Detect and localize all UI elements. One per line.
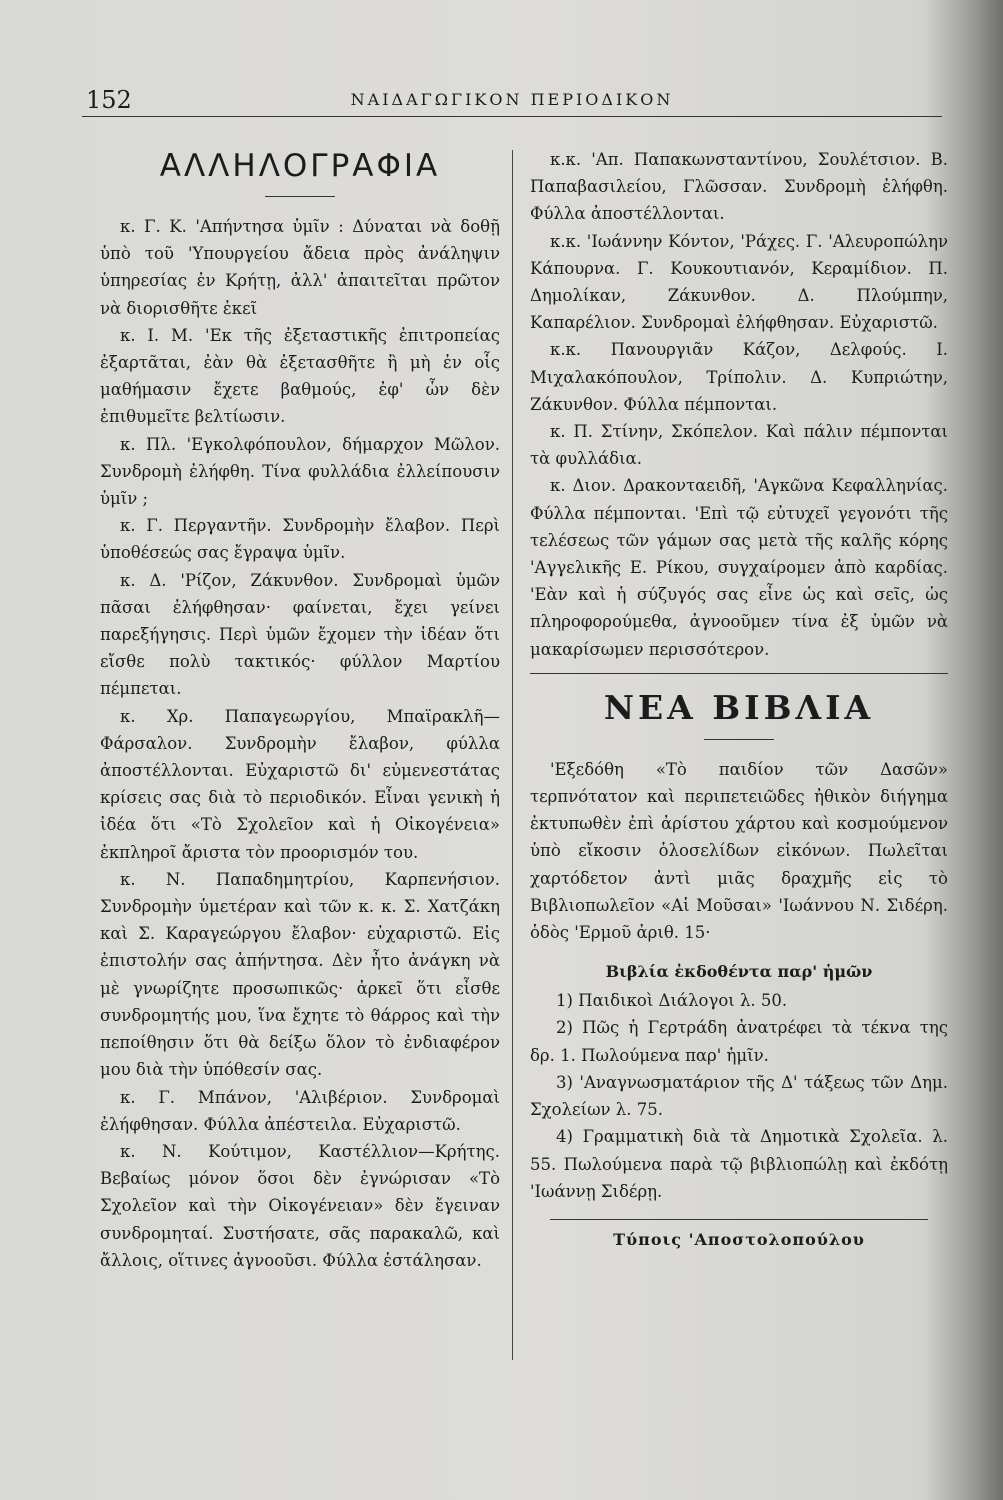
new-books-title: ΝΕΑ ΒΙΒΛΙΑ bbox=[603, 687, 875, 727]
correspondence-entry: κ. Πλ. 'Εγκολφόπουλον, δήμαρχον Μῶλον. Συνδρομὴ ἐλήφθη. Τίνα φυλλάδια ἐλλείπουσιν ὑμῖν ; bbox=[100, 434, 500, 509]
correspondence-entry: κ.κ. 'Ιωάννην Κόντον, 'Ράχες. Γ. 'Αλευροπώλην Κάπουρνα. Γ. Κουκουτιανόν, Κεραμίδιον. Π. Δημολίκαν, Ζάκυνθον. Δ. Πλούμπην, Καπαρέλιον. Συνδρομαὶ ἐλήφθησαν. Εὐχαριστῶ. bbox=[530, 231, 948, 333]
correspondence-entry: κ.κ. 'Απ. Παπακωνσταντίνου, Σουλέτσιον. Β. Παπαβασιλείου, Γλῶσσαν. Συνδρομὴ ἐλήφθη. Φύλλα ἀποστέλλονται. bbox=[530, 150, 948, 224]
correspondence-entry: κ. Χρ. Παπαγεωργίου, Μπαϊρακλῆ—Φάρσαλον. Συνδρομὴν ἔλαβον, φύλλα ἀποστέλλονται. Εὐχαριστῶ δι' εὐμενεστάτας κρίσεις σας διὰ τὸ περιοδικόν. Εἶναι γενικὴ ἡ ἰδέα ὅτι «Τὸ Σχολεῖον καὶ ἡ Οἰκογένεια» ἐκπληροῖ ἄριστα τὸν προορισμόν του. bbox=[100, 706, 500, 862]
book-item: 2) Πῶς ἡ Γερτράδη ἀνατρέφει τὰ τέκνα της δρ. 1. Πωλούμενα παρ' ἡμῖν. bbox=[530, 1018, 948, 1065]
book-item: 4) Γραμματικὴ διὰ τὰ Δημοτικὰ Σχολεῖα. λ. 55. Πωλούμενα παρὰ τῷ βιβλιοπώλῃ καὶ ἐκδότῃ 'Ιωάννῃ Σιδέρῃ. bbox=[530, 1127, 948, 1201]
right-column bbox=[530, 146, 948, 1249]
correspondence-entry: κ. Γ. Κ. 'Απήντησα ὑμῖν : Δύναται νὰ δοθῇ ὑπὸ τοῦ 'Υπουργείου ἄδεια πρὸς ἀνάληψιν ὑπηρεσίας ἐν Κρήτῃ, ἀλλ' ἀπαιτεῖται πρῶτον νὰ διορισθῆτε ἐκεῖ bbox=[100, 217, 500, 318]
correspondence-entry: κ. Π. Στίνην, Σκόπελον. Καὶ πάλιν πέμπονται τὰ φυλλάδια. bbox=[530, 422, 948, 469]
correspondence-entry: κ. Γ. Περγαντῆν. Συνδρομὴν ἔλαβον. Περὶ ὑποθέσεώς σας ἔγραψα ὑμῖν. bbox=[100, 516, 500, 563]
book-item: 3) 'Αναγνωσματάριον τῆς Δ' τάξεως τῶν Δημ. Σχολείων λ. 75. bbox=[530, 1072, 948, 1120]
correspondence-entry: κ. Δ. 'Ρίζον, Ζάκυνθον. Συνδρομαὶ ὑμῶν πᾶσαι ἐλήφθησαν· φαίνεται, ἔχει γείνει παρεξήγησις. Περὶ ὑμῶν ἔχομεν τὴν ἰδέαν ὅτι εἴσθε πολὺ τακτικός· φύλλον Μαρτίου πέμπεται. bbox=[100, 570, 500, 699]
new-books-announcement: 'Εξεδόθη «Τὸ παιδίον τῶν Δασῶν» τερπνότατον καὶ περιπετειῶδες ἠθικὸν διήγημα ἐκτυπωθὲν ἐπὶ ἀρίστου χάρτου καὶ κοσμούμενον ὑπὸ εἴκοσιν ὁλοσελίδων εἰκόνων. Πωλεῖται χαρτόδετον ἀντὶ μιᾶς δραχμῆς εἰς τὸ Βιβλιοπωλεῖον «Αἱ Μοῦσαι» 'Ιωάννου Ν. Σιδέρη. ὁδὸς 'Ερμοῦ ἀριθ. 15· bbox=[530, 759, 948, 943]
page-header bbox=[82, 84, 942, 117]
book-item: 1) Παιδικοὶ Διάλογοι λ. 50. bbox=[556, 991, 788, 1011]
running-title: ΝΑΙΔΑΓΩΓΙΚΟΝ ΠΕΡΙΟΔΙΚΟΝ bbox=[350, 90, 674, 109]
left-column bbox=[100, 148, 500, 1274]
printer-rule bbox=[550, 1219, 928, 1220]
page-number: 152 bbox=[86, 86, 132, 114]
title-rule bbox=[704, 739, 774, 740]
correspondence-entry: κ.κ. Πανουργιᾶν Κάζον, Δελφούς. Ι. Μιχαλακόπουλον, Τρίπολιν. Δ. Κυπριώτην, Ζάκυνθον. Φύλλα πέμπονται. bbox=[530, 340, 948, 414]
correspondence-entry: κ. Γ. Μπάνον, 'Αλιβέριον. Συνδρομαὶ ἐλήφθησαν. Φύλλα ἀπέστειλα. Εὐχαριστῶ. bbox=[100, 1087, 500, 1134]
correspondence-entry: κ. Ν. Κούτιμον, Καστέλλιον—Κρήτης. Βεβαίως μόνον ὅσοι δὲν ἐγνώρισαν «Τὸ Σχολεῖον καὶ τὴν Οἰκογένειαν» δὲν ἔγειναν συνδρομηταί. Συστήσατε, σᾶς παρακαλῶ, καὶ ἄλλοις, οἵτινες ἀγνοοῦσι. Φύλλα ἐστάλησαν. bbox=[100, 1141, 500, 1270]
correspondence-entry: κ. Ν. Παπαδημητρίου, Καρπενήσιον. Συνδρομὴν ὑμετέραν καὶ τῶν κ. κ. Σ. Χατζάκη καὶ Σ. Καραγεώργου ἔλαβον· εὐχαριστῶ. Εἰς ἐπιστολήν σας ἀπήντησα. Δὲν ἦτο ἀνάγκη νὰ μὲ γνωρίζητε προσωπικῶς· ἀρκεῖ ὅτι εἶσθε συνδρομητής μου, ἵνα ἔχητε τὸ θάρρος καὶ τὴν πεποίθησιν ὅτι θὰ δείξω ὅλον τὸ ἐνδιαφέρον μου διὰ τὴν ὑπόθεσίν σας. bbox=[100, 869, 500, 1080]
column-divider bbox=[512, 150, 513, 1360]
correspondence-entry: κ. Διον. Δρακονταειδῆ, 'Αγκῶνα Κεφαλληνίας. Φύλλα πέμπονται. 'Επὶ τῷ εὐτυχεῖ γεγονότι τῆς τελέσεως τῶν γάμων σας μετὰ τῆς καλῆς κόρης 'Αγγελικῆς Ε. Ρίκου, συγχαίρομεν ἀπὸ καρδίας. 'Εὰν καὶ ἡ σύζυγός σας εἶνε ὡς καὶ σεῖς, ὡς πληροφορούμεθα, ἀγνοοῦμεν τίνα ἐξ ὑμῶν νὰ μακαρίσωμεν περισσότερον. bbox=[530, 476, 948, 659]
correspondence-title: ΑΛΛΗΛΟΓΡΑΦΙΑ bbox=[159, 148, 441, 184]
correspondence-entry: κ. Ι. Μ. 'Εκ τῆς ἐξεταστικῆς ἐπιτροπείας ἐξαρτᾶται, ἐὰν θὰ ἐξετασθῆτε ἢ μὴ ἐν οἷς μαθήμασιν ἔχετε βαθμούς, ἐφ' ὧν δὲν ἐπιθυμεῖτε βελτίωσιν. bbox=[100, 325, 500, 427]
title-rule bbox=[265, 196, 335, 197]
published-books-heading: Βιβλία ἐκδοθέντα παρ' ἡμῶν bbox=[605, 962, 873, 982]
section-divider bbox=[530, 673, 948, 674]
printer-credit: Τύποις 'Αποστολοπούλου bbox=[613, 1229, 865, 1249]
